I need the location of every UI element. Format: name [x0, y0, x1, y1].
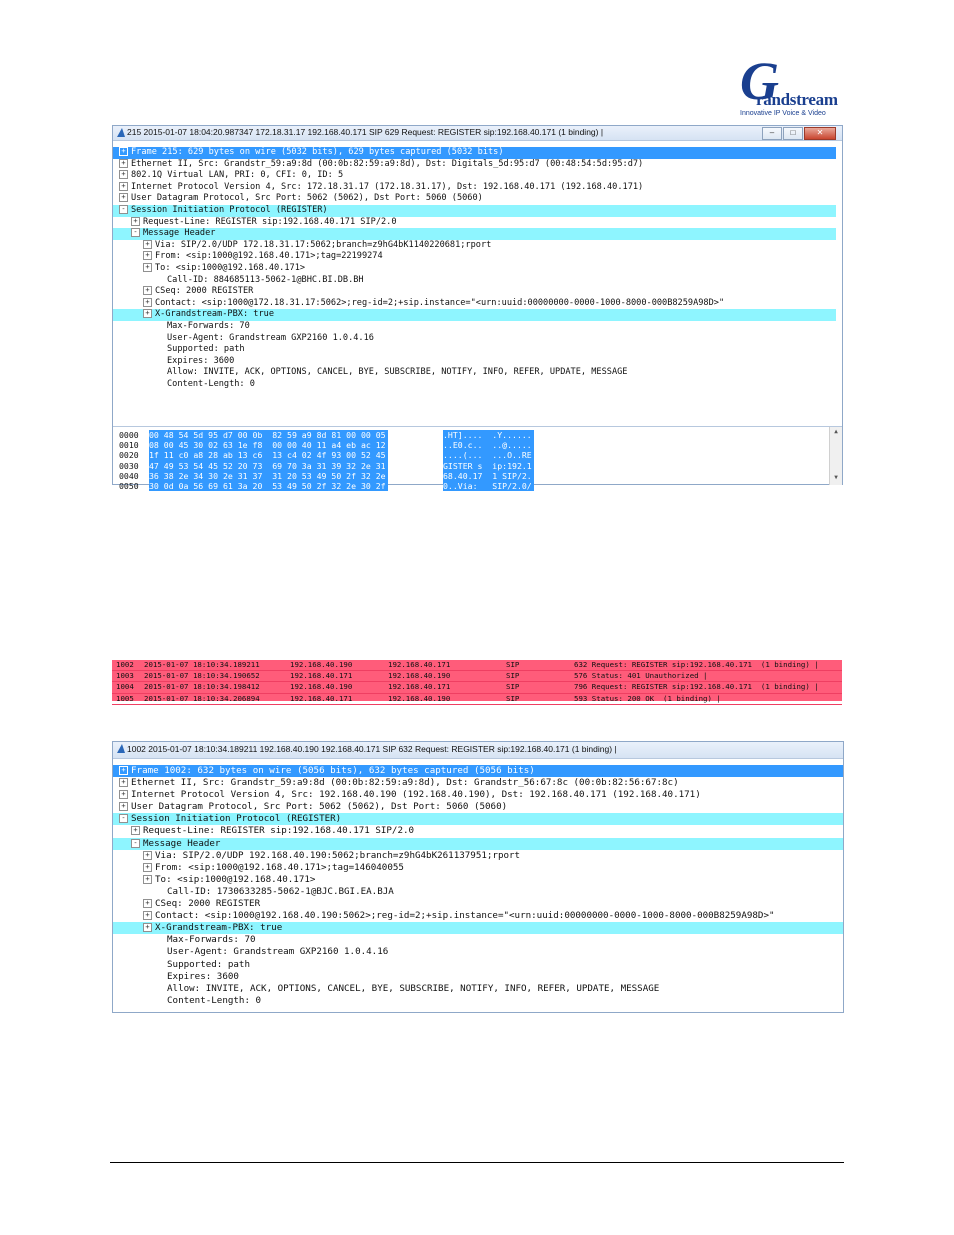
expand-icon[interactable]: + [143, 851, 152, 860]
tree-row[interactable] [113, 959, 843, 971]
expand-icon[interactable]: + [143, 298, 152, 307]
tree-row-text: User-Agent: Grandstream GXP2160 1.0.4.16 [167, 332, 374, 343]
hex-offset: 0000 [119, 430, 139, 440]
hex-bytes: 47 49 53 54 45 52 20 73 69 70 3a 31 39 32 2e 31 [149, 460, 386, 471]
tree-row[interactable] [113, 182, 836, 194]
scroll-down-icon[interactable]: ▼ [834, 474, 838, 481]
tree-row[interactable] [113, 193, 836, 205]
tree-row[interactable] [113, 356, 836, 368]
packet-info: 576 Status: 401 Unauthorized | [574, 671, 708, 681]
maximize-button[interactable]: □ [783, 127, 803, 140]
packet-time: 2015-01-07 18:10:34.206894 [144, 693, 260, 703]
minimize-button[interactable]: – [762, 127, 782, 140]
expand-icon[interactable]: + [143, 875, 152, 884]
packet-no: 1004 [116, 682, 134, 692]
packet-row[interactable] [112, 660, 842, 671]
hex-bytes: 08 00 45 30 02 63 1e f8 00 00 40 11 a4 eb ac 12 [149, 440, 386, 451]
tree-row[interactable] [113, 838, 843, 850]
hex-ascii: GISTER s ip:192.1 [443, 460, 532, 471]
expand-icon[interactable]: + [119, 182, 128, 191]
tree-row[interactable] [113, 240, 836, 252]
collapse-icon[interactable]: - [131, 839, 140, 848]
hex-ascii: ....(... ...O..RE [443, 450, 532, 461]
packet-row[interactable] [112, 671, 842, 682]
tree-row-text: Ethernet II, Src: Grandstr_59:a9:8d (00:0b:82:59:a9:8d), Dst: Digitals_5d:95:d7 (00:48:54:5d:95:d7) [131, 158, 644, 169]
tree-row-text: Internet Protocol Version 4, Src: 192.168.40.190 (192.168.40.190), Dst: 192.168.40.171 (192.168.40.171) [131, 789, 701, 801]
tree-row[interactable] [113, 862, 843, 874]
hex-offset: 0030 [119, 460, 139, 471]
wireshark-fin-icon [117, 744, 125, 753]
tree-row-text: Request-Line: REGISTER sip:192.168.40.171 SIP/2.0 [143, 825, 415, 837]
expand-icon[interactable]: + [143, 309, 152, 318]
expand-icon[interactable]: + [143, 286, 152, 295]
packet-no: 1003 [116, 671, 134, 681]
tree-row-text: Via: SIP/2.0/UDP 192.168.40.190:5062;branch=z9hG4bK261137951;rport [155, 849, 521, 861]
tree-row[interactable] [113, 298, 836, 310]
expand-icon[interactable]: + [143, 240, 152, 249]
tree-row[interactable] [113, 367, 836, 379]
expand-icon[interactable]: + [143, 923, 152, 932]
packet-detail-window-2 [112, 741, 844, 1013]
tree-row-text: Allow: INVITE, ACK, OPTIONS, CANCEL, BYE, SUBSCRIBE, NOTIFY, INFO, REFER, UPDATE, MESSAGE [167, 367, 628, 378]
hex-bytes: 1f 11 c0 a8 28 ab 13 c6 13 c4 02 4f 93 00 52 45 [149, 450, 386, 461]
tree-row[interactable] [113, 934, 843, 946]
tree-row-text: Ethernet II, Src: Grandstr_59:a9:8d (00:0b:82:59:a9:8d), Dst: Grandstr_56:67:8c (00:0b:82:56:67:8c) [131, 777, 679, 789]
tree-row[interactable] [113, 159, 836, 171]
tree-row[interactable] [113, 922, 843, 934]
collapse-icon[interactable]: - [119, 814, 128, 823]
tree-row-text: X-Grandstream-PBX: true [155, 309, 274, 320]
hex-row[interactable] [113, 450, 842, 460]
tree-row-text: User Datagram Protocol, Src Port: 5062 (5062), Dst Port: 5060 (5060) [131, 193, 483, 204]
packet-dst: 192.168.40.190 [388, 671, 451, 681]
tree-row[interactable] [113, 309, 836, 321]
packet-src: 192.168.40.171 [290, 671, 353, 681]
logo-tagline: Innovative IP Voice & Video [740, 110, 826, 117]
logo-letter: G [740, 51, 779, 111]
hex-row[interactable] [113, 430, 842, 440]
expand-icon[interactable]: + [119, 159, 128, 168]
grandstream-logo [736, 51, 838, 120]
packet-row[interactable] [112, 694, 842, 705]
expand-icon[interactable]: + [119, 778, 128, 787]
tree-row[interactable] [113, 910, 843, 922]
packet-list [112, 660, 842, 701]
tree-row[interactable] [113, 251, 836, 263]
packet-info: 632 Request: REGISTER sip:192.168.40.171 (1 binding) | [574, 660, 819, 669]
tree-row[interactable] [113, 205, 836, 217]
tree-row[interactable] [113, 801, 843, 813]
tree-row-text: Supported: path [167, 958, 250, 970]
tree-row[interactable] [113, 275, 836, 287]
tree-row-text: Internet Protocol Version 4, Src: 172.18.31.17 (172.18.31.17), Dst: 192.168.40.171 (192.168.40.171) [131, 181, 644, 192]
tree-row-text: Expires: 3600 [167, 970, 239, 982]
packet-time: 2015-01-07 18:10:34.189211 [144, 660, 260, 669]
tree-row-text: Frame 215: 629 bytes on wire (5032 bits), 629 bytes captured (5032 bits) [131, 147, 504, 157]
packet-dst: 192.168.40.190 [388, 693, 451, 703]
tree-row-text: User Datagram Protocol, Src Port: 5062 (5062), Dst Port: 5060 (5060) [131, 801, 508, 813]
packet-detail-window-1 [112, 125, 843, 491]
tree-row-text: Session Initiation Protocol (REGISTER) [131, 204, 328, 215]
expand-icon[interactable]: + [143, 251, 152, 260]
expand-icon[interactable]: + [131, 217, 140, 226]
packet-no: 1005 [116, 693, 134, 703]
tree-row-text: Call-ID: 884685113-5062-1@BHC.BI.DB.BH [167, 274, 364, 285]
tree-row-text: Frame 1002: 632 bytes on wire (5056 bits), 632 bytes captured (5056 bits) [131, 765, 535, 776]
tree-row-text: Allow: INVITE, ACK, OPTIONS, CANCEL, BYE, SUBSCRIBE, NOTIFY, INFO, REFER, UPDATE, MESSAGE [167, 982, 660, 994]
tree-row-text: Call-ID: 1730633285-5062-1@BJC.BGI.EA.BJA [167, 885, 394, 897]
tree-row[interactable] [113, 170, 836, 182]
expand-icon[interactable]: + [119, 766, 128, 775]
packet-proto: SIP [506, 671, 520, 681]
expand-icon[interactable]: + [119, 790, 128, 799]
tree-row-text: From: <sip:1000@192.168.40.171>;tag=146040055 [155, 861, 404, 873]
expand-icon[interactable]: + [131, 826, 140, 835]
tree-row-text: Message Header [143, 837, 221, 849]
expand-icon[interactable]: + [119, 170, 128, 179]
tree-row[interactable] [113, 850, 843, 862]
hex-scrollbar[interactable] [829, 427, 842, 485]
expand-icon[interactable]: + [119, 193, 128, 202]
tree-row-text: Contact: <sip:1000@172.18.31.17:5062>;reg-id=2;+sip.instance="<urn:uuid:00000000-0000-1000-8000-000B8259A98D>" [155, 297, 725, 308]
tree-row[interactable] [113, 379, 836, 391]
hex-offset: 0050 [119, 480, 139, 491]
expand-icon[interactable]: + [143, 911, 152, 920]
tree-row[interactable] [113, 344, 836, 356]
tree-row-text: Expires: 3600 [167, 355, 235, 366]
packet-info: 796 Request: REGISTER sip:192.168.40.171 (1 binding) | [574, 682, 819, 692]
hex-ascii: 0..Via: SIP/2.0/ [443, 480, 532, 491]
packet-src: 192.168.40.171 [290, 693, 353, 703]
tree-row-text: Content-Length: 0 [167, 994, 262, 1006]
expand-icon[interactable]: + [119, 147, 128, 156]
tree-row-text: User-Agent: Grandstream GXP2160 1.0.4.16 [167, 946, 389, 958]
scroll-up-icon[interactable]: ▲ [834, 428, 838, 435]
hex-ascii: ..E0.c.. ..@..... [443, 440, 532, 451]
hex-bytes: 30 0d 0a 56 69 61 3a 20 53 49 50 2f 32 2e 30 2f [149, 480, 386, 491]
hex-bytes: 36 38 2e 34 30 2e 31 37 31 20 53 49 50 2f 32 2e [149, 470, 386, 481]
packet-dst: 192.168.40.171 [388, 660, 451, 669]
tree-row-text: Max-Forwards: 70 [167, 934, 256, 946]
packet-detail-tree [113, 759, 843, 1007]
hex-bytes: 00 48 54 5d 95 d7 00 0b 82 59 a9 8d 81 00 00 05 [149, 430, 386, 440]
tree-row[interactable] [113, 971, 843, 983]
tree-row-text: Content-Length: 0 [167, 378, 255, 389]
tree-row-text: To: <sip:1000@192.168.40.171> [155, 262, 306, 273]
packet-time: 2015-01-07 18:10:34.190652 [144, 671, 260, 681]
tree-row[interactable] [113, 983, 843, 995]
tree-row[interactable] [113, 825, 843, 837]
tree-row[interactable] [113, 874, 843, 886]
tree-row[interactable] [113, 263, 836, 275]
tree-row-text: Request-Line: REGISTER sip:192.168.40.171 SIP/2.0 [143, 216, 397, 227]
tree-row[interactable] [113, 333, 836, 345]
packet-proto: SIP [506, 682, 520, 692]
tree-row-text: X-Grandstream-PBX: true [155, 922, 283, 934]
collapse-icon[interactable]: - [131, 228, 140, 237]
tree-row[interactable] [113, 813, 843, 825]
packet-src: 192.168.40.190 [290, 682, 353, 692]
tree-row[interactable] [113, 321, 836, 333]
tree-row[interactable] [113, 789, 843, 801]
tree-row-text: Max-Forwards: 70 [167, 320, 250, 331]
tree-row-text: Supported: path [167, 344, 245, 355]
hex-dump-pane [113, 426, 842, 491]
packet-src: 192.168.40.190 [290, 660, 353, 669]
hex-row[interactable] [113, 440, 842, 450]
tree-row-text: Session Initiation Protocol (REGISTER) [131, 813, 342, 825]
tree-row[interactable] [113, 147, 836, 159]
tree-row[interactable] [113, 886, 843, 898]
footer-rule [110, 1162, 844, 1163]
hex-row[interactable] [113, 461, 842, 471]
packet-proto: SIP [506, 693, 520, 703]
packet-dst: 192.168.40.171 [388, 682, 451, 692]
packet-time: 2015-01-07 18:10:34.198412 [144, 682, 260, 692]
expand-icon[interactable]: + [143, 899, 152, 908]
expand-icon[interactable]: + [143, 263, 152, 272]
window-title: 1002 2015-01-07 18:10:34.189211 192.168.40.190 192.168.40.171 SIP 632 Request: REGISTER sip:192.168.40.171 (1 binding) | [127, 744, 617, 754]
close-button[interactable]: ✕ [804, 127, 836, 140]
tree-row-text: Via: SIP/2.0/UDP 172.18.31.17:5062;branch=z9hG4bK1140220681;rport [155, 239, 492, 250]
hex-offset: 0040 [119, 470, 139, 481]
packet-detail-tree [113, 141, 836, 390]
tree-row[interactable] [113, 217, 836, 229]
window-title: 215 2015-01-07 18:04:20.987347 172.18.31.17 192.168.40.171 SIP 629 Request: REGISTER sip:192.168.40.171 (1 binding) | [127, 127, 604, 137]
tree-row-text: Message Header [143, 228, 216, 239]
packet-info: 593 Status: 200 OK (1 binding) | [574, 693, 721, 703]
expand-icon[interactable]: + [143, 863, 152, 872]
tree-row[interactable] [113, 777, 843, 789]
packet-no: 1002 [116, 660, 134, 669]
tree-row-text: CSeq: 2000 REGISTER [155, 286, 254, 297]
tree-row[interactable] [113, 228, 836, 240]
window-title-bar[interactable] [113, 126, 842, 141]
hex-row[interactable] [113, 471, 842, 481]
hex-offset: 0010 [119, 440, 139, 451]
expand-icon[interactable]: + [119, 802, 128, 811]
hex-ascii: .HT].... .Y...... [443, 430, 532, 440]
collapse-icon[interactable]: - [119, 205, 128, 214]
tree-row[interactable] [113, 286, 836, 298]
tree-row-text: Contact: <sip:1000@192.168.40.190:5062>;reg-id=2;+sip.instance="<urn:uuid:00000000-0000-1000-8000-000B8259A98D>" [155, 910, 775, 922]
hex-offset: 0020 [119, 450, 139, 461]
tree-row-text: To: <sip:1000@192.168.40.171> [155, 873, 316, 885]
tree-row[interactable] [113, 995, 843, 1007]
packet-row[interactable] [112, 682, 842, 693]
packet-proto: SIP [506, 660, 520, 669]
logo-word: randstream [756, 90, 838, 109]
hex-row[interactable] [113, 481, 842, 491]
tree-row[interactable] [113, 946, 843, 958]
window-title-bar[interactable] [113, 742, 843, 759]
tree-row-text: CSeq: 2000 REGISTER [155, 898, 261, 910]
tree-row[interactable] [113, 765, 843, 777]
tree-row-text: From: <sip:1000@192.168.40.171>;tag=22199274 [155, 251, 383, 262]
tree-row-text: 802.1Q Virtual LAN, PRI: 0, CFI: 0, ID: 5 [131, 170, 344, 181]
tree-row[interactable] [113, 898, 843, 910]
hex-ascii: 68.40.17 1 SIP/2. [443, 470, 532, 481]
wireshark-fin-icon [117, 128, 125, 137]
